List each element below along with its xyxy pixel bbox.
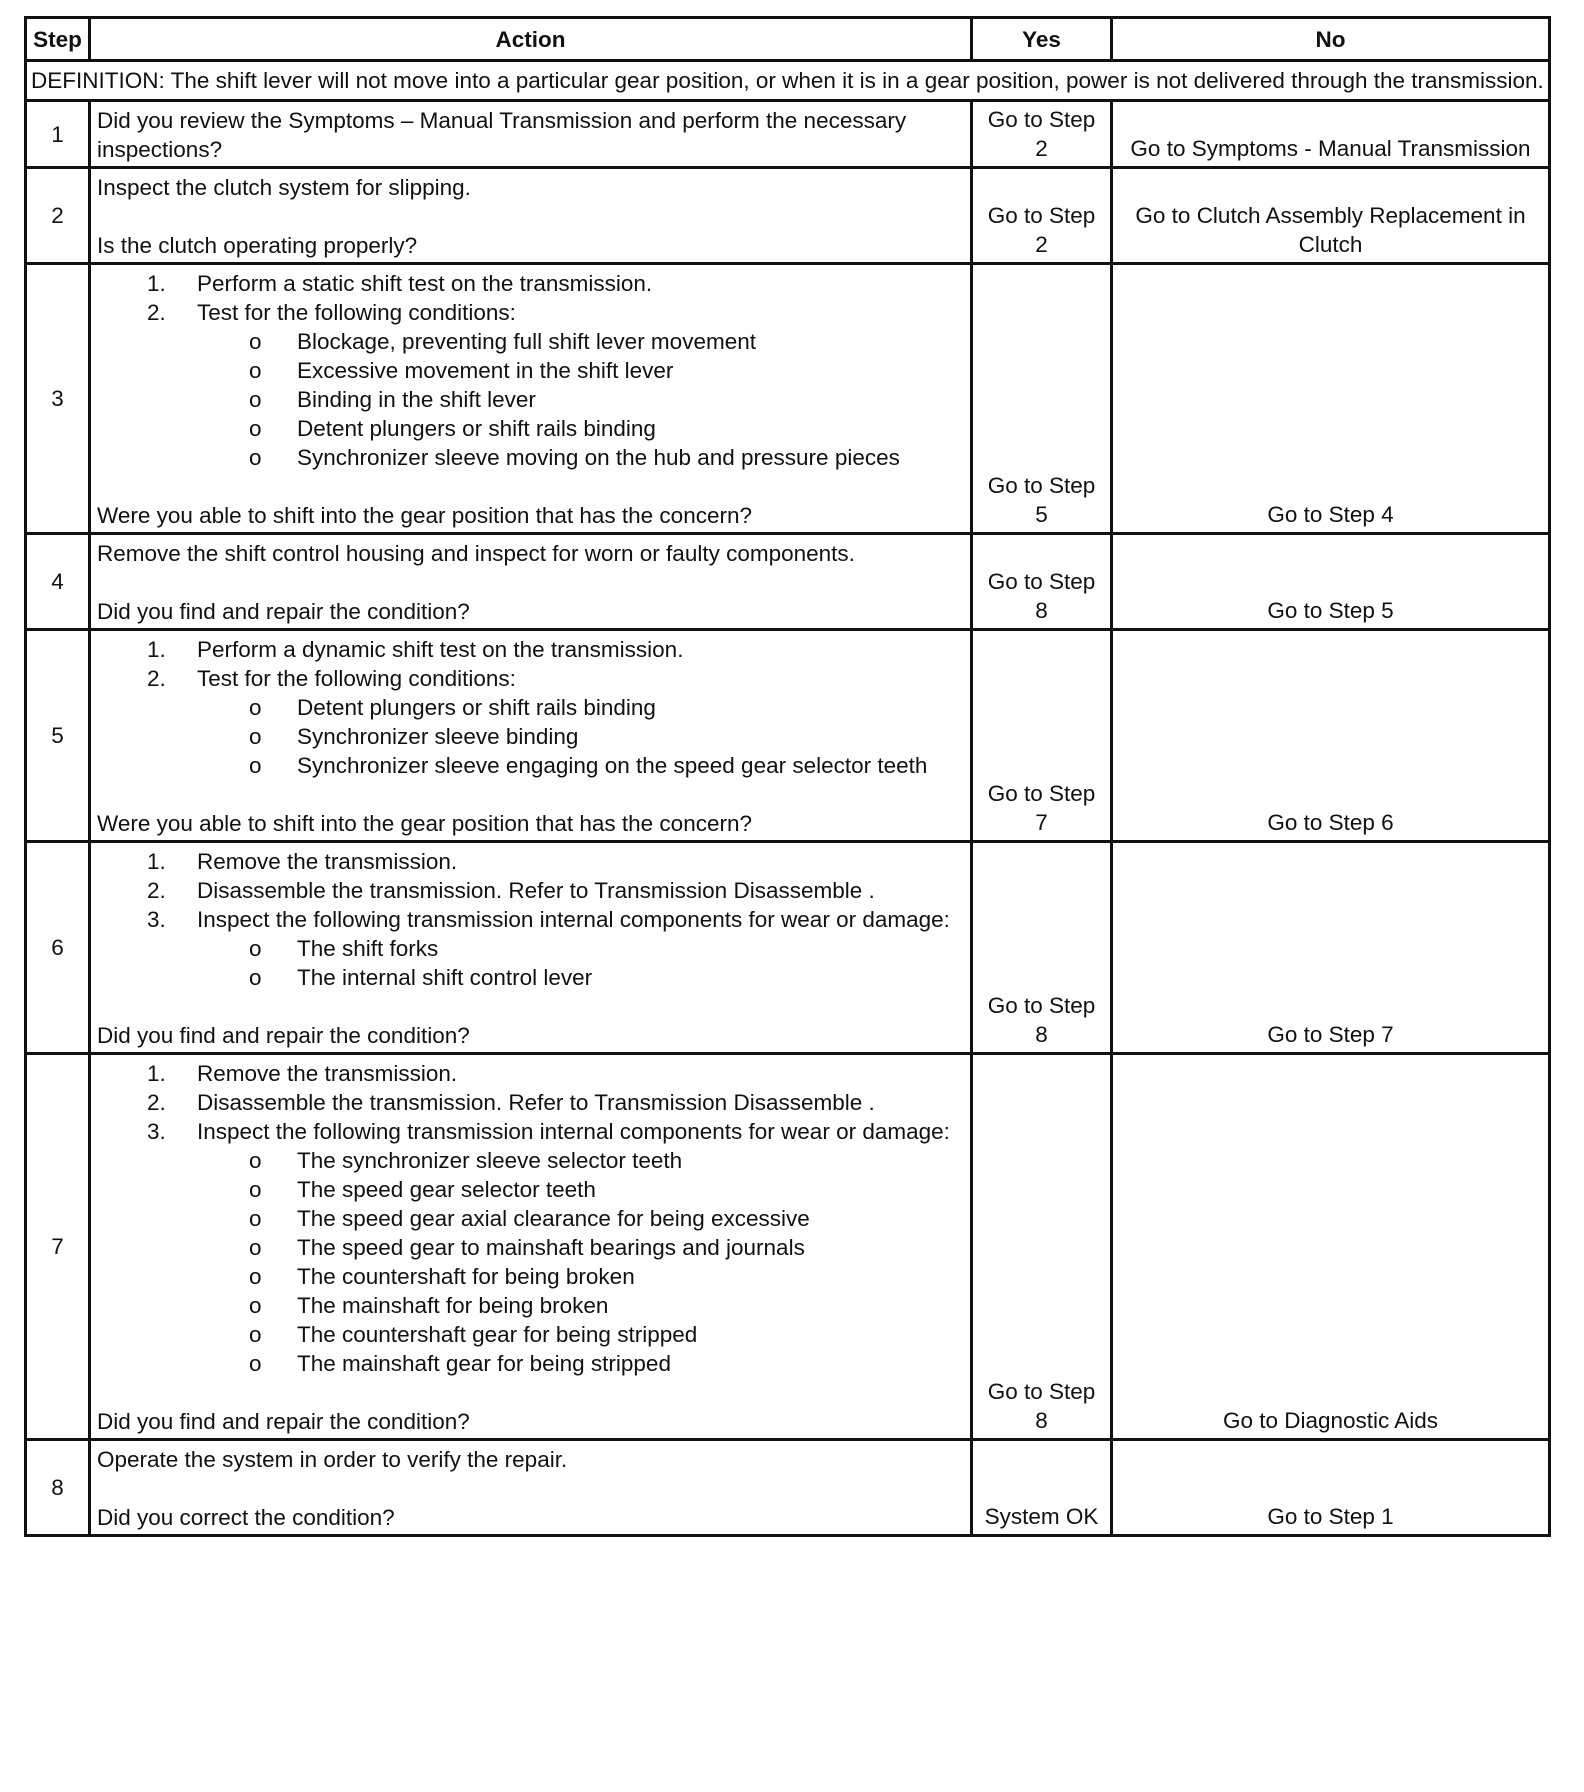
action-cell — [90, 842, 972, 1054]
definition-row — [26, 61, 1550, 101]
no-result: Go to Symptoms - Manual Transmission — [1112, 101, 1550, 168]
procedure-text: Inspect the following transmission internal components for wear or damage: — [197, 1119, 950, 1144]
action-cell — [90, 1440, 972, 1536]
procedure-text: Remove the transmission. — [197, 849, 458, 874]
procedure-item — [97, 876, 964, 905]
question-text: Did you correct the condition? — [97, 1505, 395, 1530]
diagnostic-table — [24, 16, 1551, 1537]
procedure-number: 2. — [147, 878, 166, 903]
no-result: Go to Step 7 — [1112, 842, 1550, 1054]
condition-list — [197, 327, 964, 472]
step-number: 8 — [26, 1440, 90, 1536]
header-action: Action — [90, 18, 972, 61]
condition-item — [197, 693, 964, 722]
condition-item — [197, 1349, 964, 1378]
step-number: 3 — [26, 264, 90, 534]
condition-item — [197, 1233, 964, 1262]
action-cell — [90, 101, 972, 168]
procedure-list — [97, 269, 964, 327]
action-text: Did you review the Symptoms – Manual Transmission and perform the necessary inspections? — [97, 108, 907, 162]
condition-text: The countershaft gear for being stripped — [297, 1322, 698, 1347]
bullet-marker: o — [249, 1148, 262, 1173]
action-cell — [90, 534, 972, 630]
yes-result: Go to Step 2 — [972, 101, 1112, 168]
bullet-marker: o — [249, 695, 262, 720]
question-text: Did you find and repair the condition? — [97, 599, 470, 624]
step-number: 2 — [26, 168, 90, 264]
header-no: No — [1112, 18, 1550, 61]
spacer — [97, 992, 964, 1021]
yes-result: System OK — [972, 1440, 1112, 1536]
procedure-text: Remove the transmission. — [197, 1061, 458, 1086]
action-text: Operate the system in order to verify the repair. — [97, 1447, 568, 1472]
procedure-text: Inspect the following transmission internal components for wear or damage: — [197, 907, 950, 932]
condition-list — [197, 934, 964, 992]
bullet-marker: o — [249, 387, 262, 412]
yes-result: Go to Step 2 — [972, 168, 1112, 264]
condition-item — [197, 1262, 964, 1291]
procedure-list — [97, 1059, 964, 1146]
header-yes: Yes — [972, 18, 1112, 61]
bullet-marker: o — [249, 1293, 262, 1318]
bullet-marker: o — [249, 1235, 262, 1260]
bullet-marker: o — [249, 1322, 262, 1347]
condition-text: Detent plungers or shift rails binding — [297, 695, 656, 720]
step-number: 7 — [26, 1054, 90, 1440]
bullet-marker: o — [249, 1351, 262, 1376]
table-row — [26, 534, 1550, 630]
bullet-marker: o — [249, 936, 262, 961]
action-cell — [90, 264, 972, 534]
action-cell — [90, 168, 972, 264]
action-cell — [90, 1054, 972, 1440]
spacer — [97, 202, 964, 231]
condition-item — [197, 1204, 964, 1233]
procedure-text: Test for the following conditions: — [197, 666, 516, 691]
condition-text: The synchronizer sleeve selector teeth — [297, 1148, 683, 1173]
step-number: 1 — [26, 101, 90, 168]
spacer — [97, 472, 964, 501]
procedure-item — [97, 1088, 964, 1117]
procedure-number: 1. — [147, 849, 166, 874]
table-row — [26, 168, 1550, 264]
bullet-marker: o — [249, 1264, 262, 1289]
procedure-number: 1. — [147, 637, 166, 662]
procedure-item — [97, 1117, 964, 1146]
condition-text: The speed gear selector teeth — [297, 1177, 596, 1202]
procedure-item — [97, 664, 964, 693]
spacer — [97, 568, 964, 597]
condition-text: The mainshaft gear for being stripped — [297, 1351, 671, 1376]
procedure-number: 2. — [147, 300, 166, 325]
procedure-number: 2. — [147, 1090, 166, 1115]
procedure-number: 1. — [147, 1061, 166, 1086]
yes-result: Go to Step 8 — [972, 1054, 1112, 1440]
condition-item — [197, 1291, 964, 1320]
condition-item — [197, 443, 964, 472]
bullet-marker: o — [249, 753, 262, 778]
condition-item — [197, 1320, 964, 1349]
condition-text: Excessive movement in the shift lever — [297, 358, 674, 383]
condition-item — [197, 385, 964, 414]
action-text: Remove the shift control housing and inspect for worn or faulty components. — [97, 541, 855, 566]
spacer — [97, 1474, 964, 1503]
table-row — [26, 1440, 1550, 1536]
no-result: Go to Step 6 — [1112, 630, 1550, 842]
no-result: Go to Diagnostic Aids — [1112, 1054, 1550, 1440]
condition-text: The mainshaft for being broken — [297, 1293, 609, 1318]
yes-result: Go to Step 8 — [972, 534, 1112, 630]
procedure-item — [97, 298, 964, 327]
condition-text: Synchronizer sleeve binding — [297, 724, 579, 749]
yes-result: Go to Step 5 — [972, 264, 1112, 534]
condition-item — [197, 327, 964, 356]
procedure-number: 2. — [147, 666, 166, 691]
table-row — [26, 264, 1550, 534]
condition-text: The speed gear axial clearance for being excessive — [297, 1206, 810, 1231]
condition-item — [197, 751, 964, 780]
procedure-text: Perform a dynamic shift test on the transmission. — [197, 637, 684, 662]
procedure-list — [97, 635, 964, 693]
condition-text: Synchronizer sleeve moving on the hub and pressure pieces — [297, 445, 900, 470]
diagnostic-table-container — [24, 16, 1548, 1537]
action-text: Inspect the clutch system for slipping. — [97, 175, 471, 200]
header-row — [26, 18, 1550, 61]
table-row — [26, 1054, 1550, 1440]
condition-item — [197, 934, 964, 963]
table-row — [26, 842, 1550, 1054]
question-text: Were you able to shift into the gear position that has the concern? — [97, 503, 752, 528]
condition-text: Synchronizer sleeve engaging on the speed gear selector teeth — [297, 753, 928, 778]
condition-text: Binding in the shift lever — [297, 387, 536, 412]
bullet-marker: o — [249, 445, 262, 470]
bullet-marker: o — [249, 1177, 262, 1202]
condition-item — [197, 1146, 964, 1175]
procedure-text: Disassemble the transmission. Refer to Transmission Disassemble . — [197, 878, 875, 903]
spacer — [97, 1378, 964, 1407]
condition-item — [197, 356, 964, 385]
condition-text: The countershaft for being broken — [297, 1264, 635, 1289]
procedure-item — [97, 905, 964, 934]
definition-text: DEFINITION: The shift lever will not move into a particular gear position, or when it is in a gear position, power is not delivered through the transmission. — [26, 61, 1550, 101]
yes-result: Go to Step 7 — [972, 630, 1112, 842]
header-step: Step — [26, 18, 90, 61]
condition-text: The internal shift control lever — [297, 965, 593, 990]
bullet-marker: o — [249, 329, 262, 354]
procedure-text: Perform a static shift test on the transmission. — [197, 271, 653, 296]
question-text: Did you find and repair the condition? — [97, 1409, 470, 1434]
yes-result: Go to Step 8 — [972, 842, 1112, 1054]
condition-text: Blockage, preventing full shift lever movement — [297, 329, 756, 354]
condition-item — [197, 414, 964, 443]
condition-text: The speed gear to mainshaft bearings and journals — [297, 1235, 805, 1260]
procedure-number: 3. — [147, 1119, 166, 1144]
condition-item — [197, 1175, 964, 1204]
procedure-text: Disassemble the transmission. Refer to Transmission Disassemble . — [197, 1090, 875, 1115]
step-number: 4 — [26, 534, 90, 630]
procedure-item — [97, 269, 964, 298]
procedure-item — [97, 1059, 964, 1088]
procedure-number: 3. — [147, 907, 166, 932]
bullet-marker: o — [249, 416, 262, 441]
condition-text: The shift forks — [297, 936, 439, 961]
question-text: Were you able to shift into the gear position that has the concern? — [97, 811, 752, 836]
no-result: Go to Clutch Assembly Replacement in Clutch — [1112, 168, 1550, 264]
procedure-item — [97, 847, 964, 876]
procedure-list — [97, 847, 964, 934]
condition-item — [197, 963, 964, 992]
procedure-text: Test for the following conditions: — [197, 300, 516, 325]
bullet-marker: o — [249, 1206, 262, 1231]
bullet-marker: o — [249, 358, 262, 383]
procedure-item — [97, 635, 964, 664]
condition-text: Detent plungers or shift rails binding — [297, 416, 656, 441]
question-text: Did you find and repair the condition? — [97, 1023, 470, 1048]
step-number: 5 — [26, 630, 90, 842]
table-row — [26, 630, 1550, 842]
table-row — [26, 101, 1550, 168]
question-text: Is the clutch operating properly? — [97, 233, 418, 258]
action-cell — [90, 630, 972, 842]
bullet-marker: o — [249, 965, 262, 990]
condition-list — [197, 1146, 964, 1378]
bullet-marker: o — [249, 724, 262, 749]
condition-item — [197, 722, 964, 751]
condition-list — [197, 693, 964, 780]
no-result: Go to Step 1 — [1112, 1440, 1550, 1536]
procedure-number: 1. — [147, 271, 166, 296]
step-number: 6 — [26, 842, 90, 1054]
no-result: Go to Step 4 — [1112, 264, 1550, 534]
spacer — [97, 780, 964, 809]
no-result: Go to Step 5 — [1112, 534, 1550, 630]
